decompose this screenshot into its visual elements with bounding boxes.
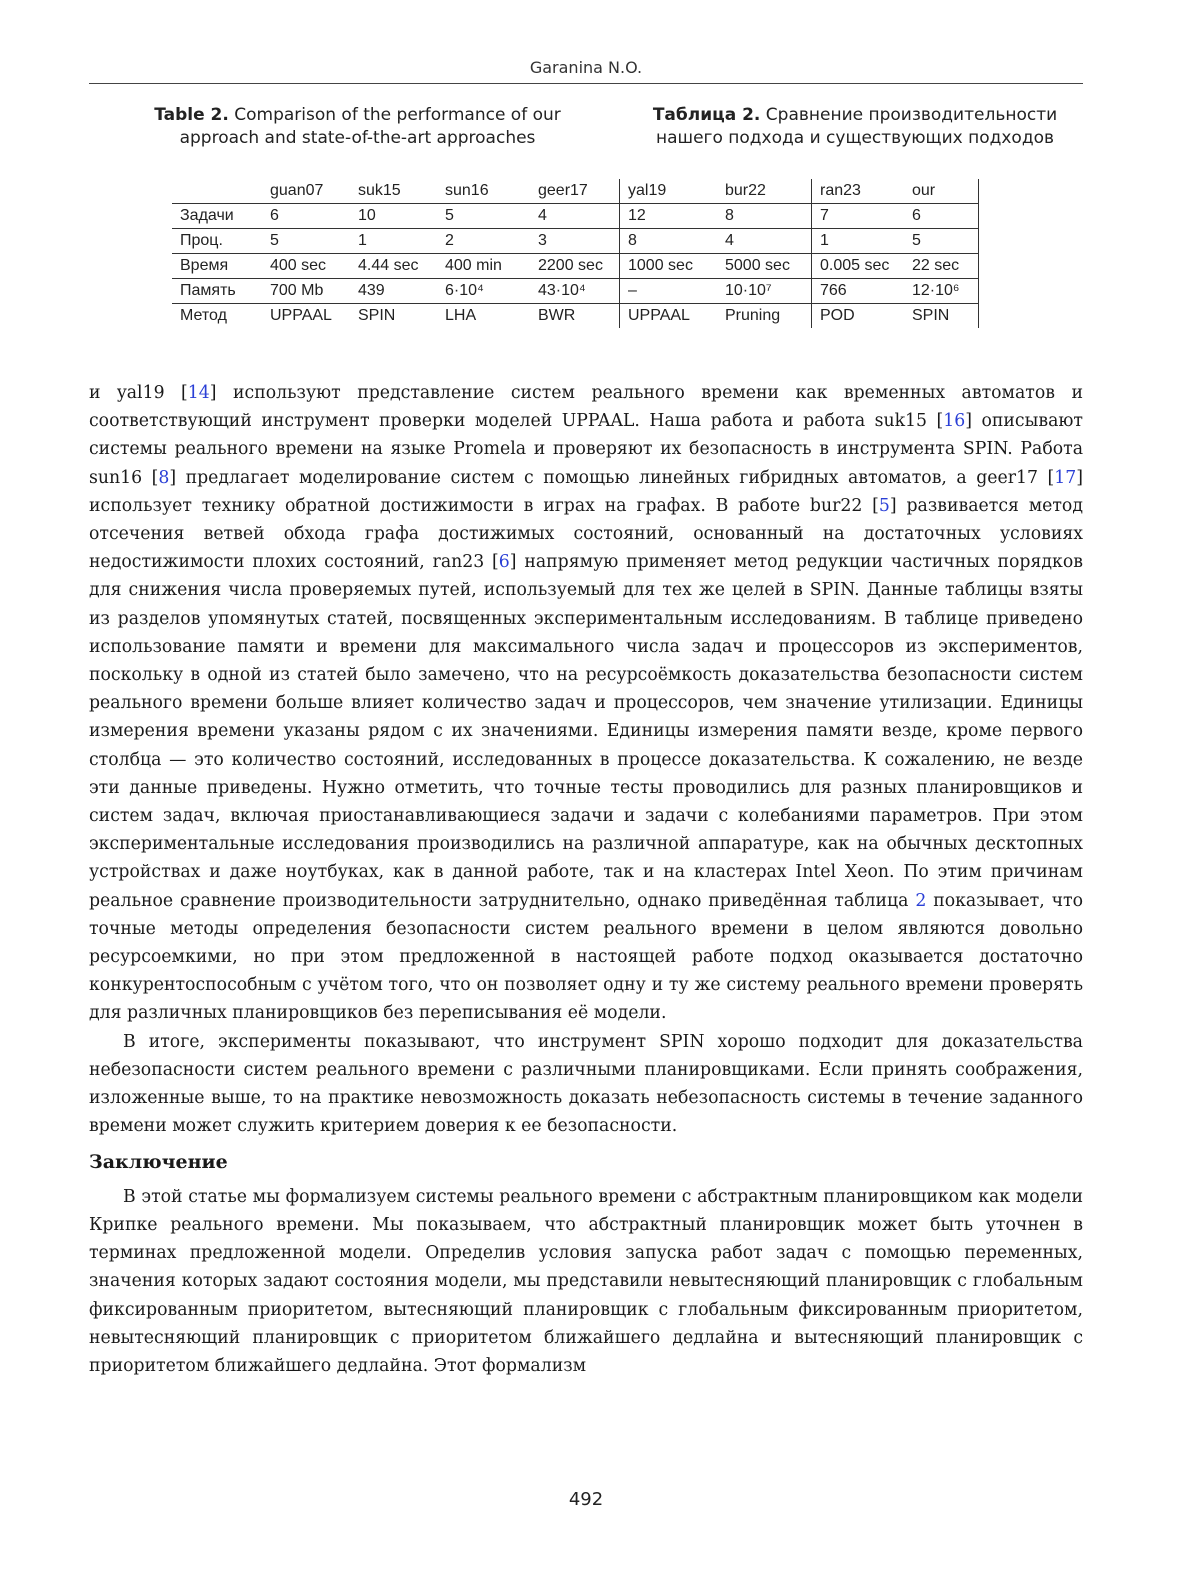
citation-link[interactable]: 14: [187, 383, 210, 403]
table-cell: 5: [904, 229, 979, 254]
citation-link[interactable]: 8: [158, 467, 170, 488]
table-caption-en: [130, 104, 585, 150]
text-run: ] развивается метод отсечения ветвей обхода графа достижимых состояний, основанный на достаточных условиях недостижимости плохих состояний, ran23 [: [89, 495, 1083, 573]
comparison-table: [172, 179, 979, 328]
table-cell: UPPAAL: [262, 304, 350, 329]
page-number: 492: [568, 1489, 604, 1510]
table-cell: 6·10⁴: [437, 279, 530, 304]
table-row: [172, 229, 979, 254]
table-cell: 5000 sec: [717, 254, 812, 279]
table-cell: 400 min: [437, 254, 530, 279]
table-row: [172, 279, 979, 304]
table-cell: 2200 sec: [530, 254, 620, 279]
table-header-cell: ran23: [820, 182, 861, 199]
table-cell: 1: [812, 229, 905, 254]
table-cell: SPIN: [904, 304, 979, 329]
table-cell: POD: [812, 304, 905, 329]
caption-label: Таблица 2.: [652, 105, 761, 125]
body-text: [89, 379, 1083, 1380]
row-label: Задачи: [172, 204, 262, 229]
table-caption-ru: [630, 104, 1080, 150]
table-header-cell: [172, 179, 262, 204]
caption-text: Comparison of the performance of our approach and state-of-the-art approaches: [179, 105, 561, 148]
table-row: [172, 204, 979, 229]
table-cell: 8: [717, 204, 812, 229]
caption-text: Сравнение производительности нашего подхода и существующих подходов: [656, 105, 1058, 148]
table-cell: BWR: [530, 304, 620, 329]
table-cell: 700 Mb: [262, 279, 350, 304]
text-run: ] описывают системы реального времени на языке Promela и проверяют их безопасность в инструмента SPIN. Работа sun16 [: [89, 411, 1083, 488]
table-cell: 22 sec: [904, 254, 979, 279]
table-cell: –: [620, 279, 718, 304]
table-cell: 766: [812, 279, 905, 304]
table-header-cell: geer17: [530, 179, 620, 204]
table-cell: 10: [350, 204, 437, 229]
table-cell: LHA: [437, 304, 530, 329]
table-cell: 439: [350, 279, 437, 304]
citation-link[interactable]: 16: [943, 411, 966, 432]
row-label: Метод: [172, 304, 262, 329]
row-label: Память: [172, 279, 262, 304]
table-cell: 400 sec: [262, 254, 350, 279]
text-run: ] использует технику обратной достижимости в играх на графах. В работе bur22 [: [89, 467, 1083, 516]
table-cell: 5: [262, 229, 350, 254]
citation-link[interactable]: 6: [498, 552, 510, 573]
text-run: показывает, что точные методы определения безопасности систем реального времени в целом являются довольно ресурсоемкими, но при этом предложенной в настоящей работе подход оказывается достаточно конкурентоспособным с учётом того, что он позволяет одну и ту же систему реального времени проверять для различных планировщиков без переписывания её модели.: [89, 890, 1083, 1024]
table-cell: 1000 sec: [620, 254, 718, 279]
table-cell: UPPAAL: [620, 304, 718, 329]
table-header-cell: our: [904, 179, 979, 204]
table-cell: 4.44 sec: [350, 254, 437, 279]
row-label: Время: [172, 254, 262, 279]
table-cell: Pruning: [717, 304, 812, 329]
table-header-row: [172, 179, 979, 204]
table-cell: SPIN: [350, 304, 437, 329]
table-reference-link[interactable]: 2: [915, 890, 927, 911]
table-cell: 6: [262, 204, 350, 229]
table-header-cell: sun16: [445, 182, 489, 199]
table-cell: 4: [717, 229, 812, 254]
table-cell: 7: [812, 204, 905, 229]
paragraph: В итоге, эксперименты показывают, что инструмент SPIN хорошо подходит для доказательства небезопасности систем реального времени с различными планировщиками. Если принять соображения, изложенные выше, то на практике невозможность доказать небезопасность системы в течение заданного времени может служить критерием доверия к ее безопасности.: [89, 1031, 1083, 1137]
table-cell: 2: [437, 229, 530, 254]
running-header: Garanina N.O.: [529, 58, 643, 77]
table-cell: 3: [530, 229, 620, 254]
text-run: ] используют представление систем реального времени как временных автоматов и соответствующий инструмент проверки моделей UPPAAL. Наша работа и работа suk15 [: [89, 383, 1083, 432]
paragraph: [89, 379, 1083, 1028]
table-cell: 8: [620, 229, 718, 254]
row-label: Проц.: [172, 229, 262, 254]
text-run: ] предлагает моделирование систем с помощью линейных гибридных автоматов, а geer17 [: [169, 467, 1055, 488]
table-header-cell: bur22: [717, 179, 812, 204]
caption-label: Table 2.: [154, 105, 229, 125]
citation-link[interactable]: 5: [878, 495, 890, 516]
table-header-cell: yal19: [628, 182, 667, 199]
table-row: [172, 304, 979, 329]
table-cell: 12: [620, 204, 718, 229]
table-header-cell: guan07: [270, 182, 324, 199]
table-row: [172, 254, 979, 279]
table-cell: 5: [437, 204, 530, 229]
paragraph: В этой статье мы формализуем системы реального времени с абстрактным планировщиком как модели Крипке реального времени. Мы показываем, что абстрактный планировщик может быть уточнен в терминах предложенной модели. Определив условия запуска работ задач с помощью переменных, значения которых задают состояния модели, мы представили невытесняющий планировщик с глобальным фиксированным приоритетом, вытесняющий планировщик с глобальным фиксированным приоритетом, невытесняющий планировщик с приоритетом ближайшего дедлайна и вытесняющий планировщик с приоритетом ближайшего дедлайна. Этот формализм: [89, 1186, 1083, 1376]
table-cell: 10·10⁷: [717, 279, 812, 304]
table-cell: 6: [904, 204, 979, 229]
table-cell: 0.005 sec: [812, 254, 905, 279]
table-header-cell: suk15: [358, 182, 401, 199]
text-run: ] напрямую применяет метод редукции частичных порядков для снижения числа проверяемых путей, используемый для тех же целей в SPIN. Данные таблицы взяты из разделов упомянутых статей, посвященных экспериментальным исследованиям. В таблице приведено использование памяти и времени для максимального числа задач и процессоров из экспериментов, поскольку в одной из статей было замечено, что на ресурсоёмкость доказательства безопасности систем реального времени больше влияет количество задач и процессоров, чем значение утилизации. Единицы измерения времени указаны рядом с их значениями. Единицы измерения памяти везде, кроме первого столбца — это количество состояний, исследованных в процессе доказательства. К сожалению, не везде эти данные приведены. Нужно отметить, что точные тесты проводились для разных планировщиков и систем задач, включая приостанавливающиеся задачи и задачи с колебаниями параметров. При этом экспериментальные исследования производились на различной аппаратуре, как на обычных десктопных устройствах и даже ноутбуках, как в данной работе, так и на кластерах Intel Xeon. По этим причинам реальное сравнение производительности затруднительно, однако приведённая таблица: [89, 552, 1083, 911]
text-run: и yal19 [: [89, 383, 188, 403]
table-cell: 4: [530, 204, 620, 229]
table-cell: 12·10⁶: [904, 279, 979, 304]
header-rule: [89, 83, 1083, 84]
citation-link[interactable]: 17: [1054, 467, 1077, 488]
section-heading: Заключение: [89, 1151, 228, 1174]
table-cell: 1: [350, 229, 437, 254]
table-cell: 43·10⁴: [530, 279, 620, 304]
